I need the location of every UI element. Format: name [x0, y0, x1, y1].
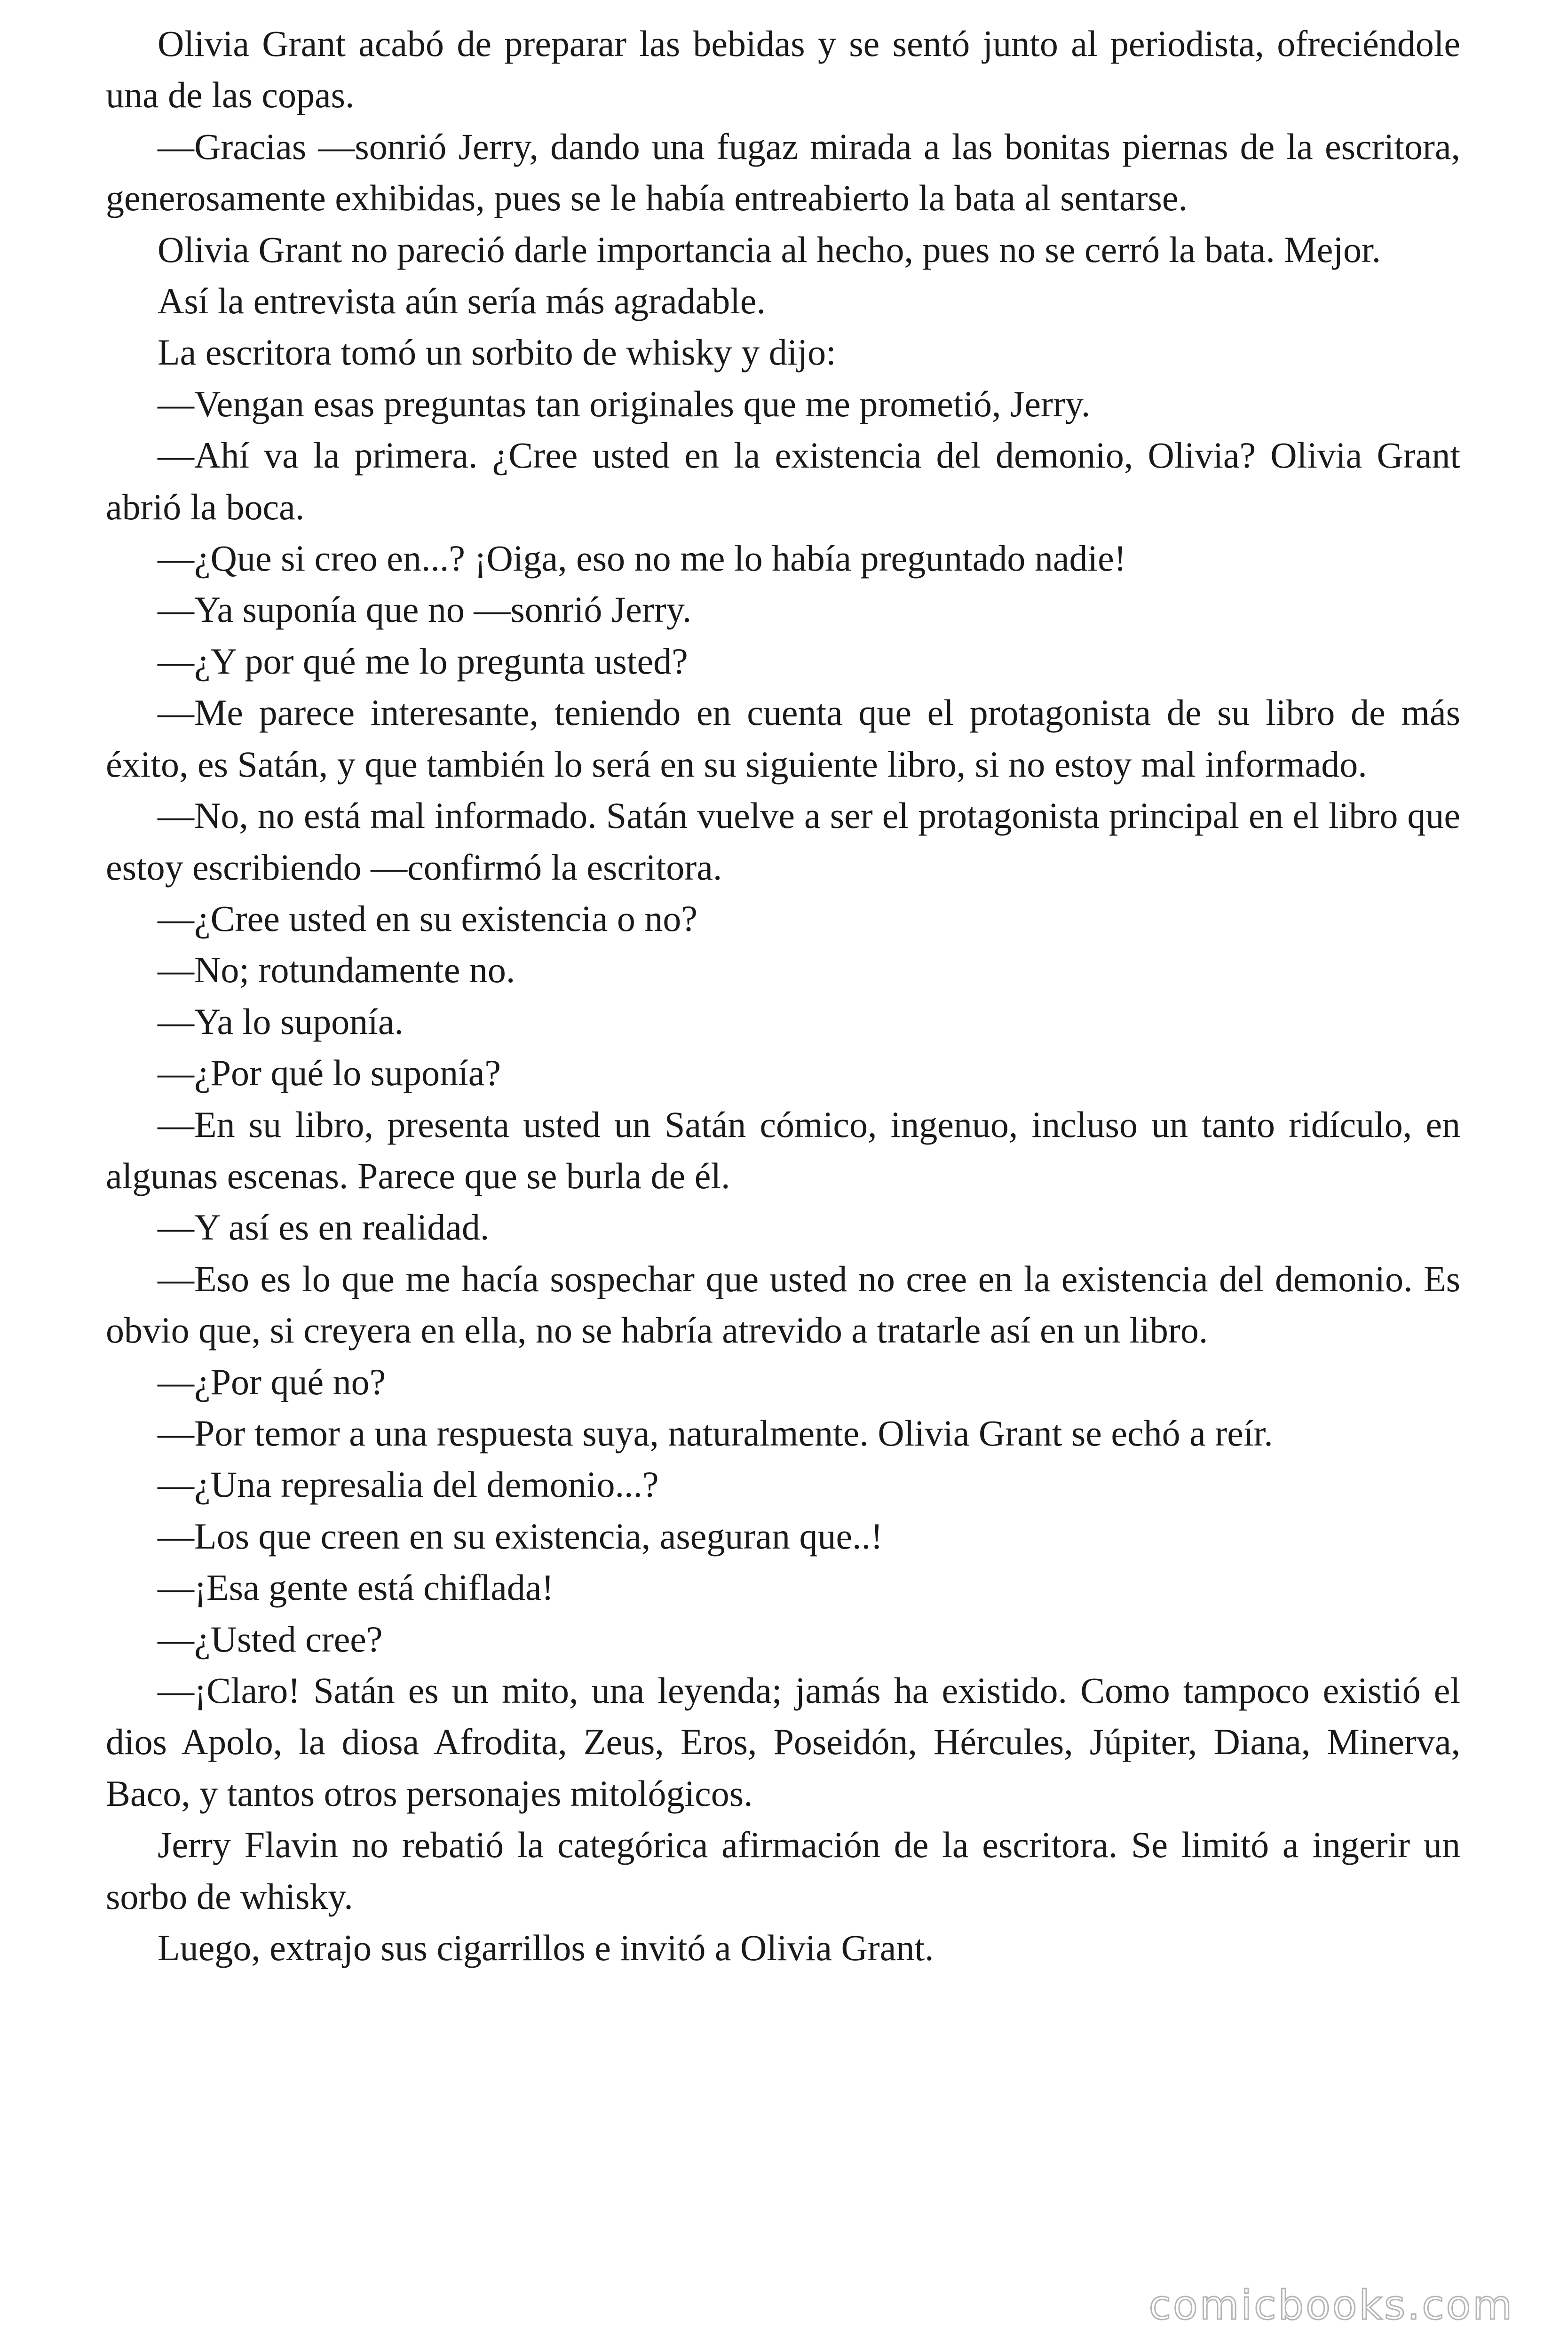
- paragraph: —¿Que si creo en...? ¡Oiga, eso no me lo había preguntado nadie!: [158, 538, 1126, 579]
- paragraph: —En su libro, presenta usted un Satán cómico, ingenuo, incluso un tanto ridículo, en algunas escenas. Parece que se burla de él.: [106, 1104, 1460, 1196]
- paragraph: —Por temor a una respuesta suya, naturalmente. Olivia Grant se echó a reír.: [158, 1412, 1273, 1454]
- paragraph: Así la entrevista aún sería más agradable.: [158, 280, 766, 322]
- paragraph: La escritora tomó un sorbito de whisky y dijo:: [158, 332, 836, 373]
- paragraph: —Me parece interesante, teniendo en cuenta que el protagonista de su libro de más éxito, es Satán, y que también lo será en su siguiente libro, si no estoy mal informado.: [106, 692, 1460, 785]
- paragraph: —Eso es lo que me hacía sospechar que usted no cree en la existencia del demonio. Es obvio que, si creyera en ella, no se habría atrevido a tratarle así en un libro.: [106, 1258, 1460, 1351]
- paragraph: —Ya suponía que no —sonrió Jerry.: [158, 589, 692, 630]
- paragraph: —Ya lo suponía.: [158, 1001, 404, 1042]
- paragraph: —Ahí va la primera. ¿Cree usted en la existencia del demonio, Olivia? Olivia Grant abrió la boca.: [106, 435, 1460, 527]
- paragraph: —¿Y por qué me lo pregunta usted?: [158, 640, 688, 682]
- body-text: [106, 18, 1460, 1973]
- paragraph: —¿Una represalia del demonio...?: [158, 1464, 659, 1505]
- paragraph: Jerry Flavin no rebatió la categórica afirmación de la escritora. Se limitó a ingerir un sorbo de whisky.: [106, 1824, 1460, 1917]
- paragraph: —¿Cree usted en su existencia o no?: [158, 898, 697, 939]
- paragraph: —Vengan esas preguntas tan originales que me prometió, Jerry.: [158, 383, 1091, 424]
- paragraph: —¿Usted cree?: [158, 1618, 383, 1660]
- paragraph: —¿Por qué lo suponía?: [158, 1052, 501, 1094]
- paragraph: Olivia Grant no pareció darle importancia al hecho, pues no se cerró la bata. Mejor.: [158, 229, 1381, 270]
- paragraph: —No, no está mal informado. Satán vuelve a ser el protagonista principal en el libro que estoy escribiendo —confirmó la escritora.: [106, 795, 1460, 888]
- paragraph: Olivia Grant acabó de preparar las bebidas y se sentó junto al periodista, ofreciéndole una de las copas.: [106, 23, 1460, 116]
- paragraph: —Los que creen en su existencia, aseguran que..!: [158, 1515, 883, 1557]
- paragraph: —¡Claro! Satán es un mito, una leyenda; jamás ha existido. Como tampoco existió el dios Apolo, la diosa Afrodita, Zeus, Eros, Poseidón, Hércules, Júpiter, Diana, Minerva, Baco, y tantos otros personajes mitológicos.: [106, 1670, 1460, 1814]
- paragraph: —Y así es en realidad.: [158, 1207, 490, 1248]
- paragraph: Luego, extrajo sus cigarrillos e invitó a Olivia Grant.: [158, 1927, 934, 1969]
- paragraph: —Gracias —sonrió Jerry, dando una fugaz mirada a las bonitas piernas de la escritora, generosamente exhibidas, pues se le había entreabierto la bata al sentarse.: [106, 126, 1460, 219]
- watermark: comicbooks.com: [1148, 2282, 1514, 2329]
- paragraph: —No; rotundamente no.: [158, 949, 515, 991]
- paragraph: —¿Por qué no?: [158, 1361, 386, 1402]
- paragraph: —¡Esa gente está chiflada!: [158, 1567, 554, 1608]
